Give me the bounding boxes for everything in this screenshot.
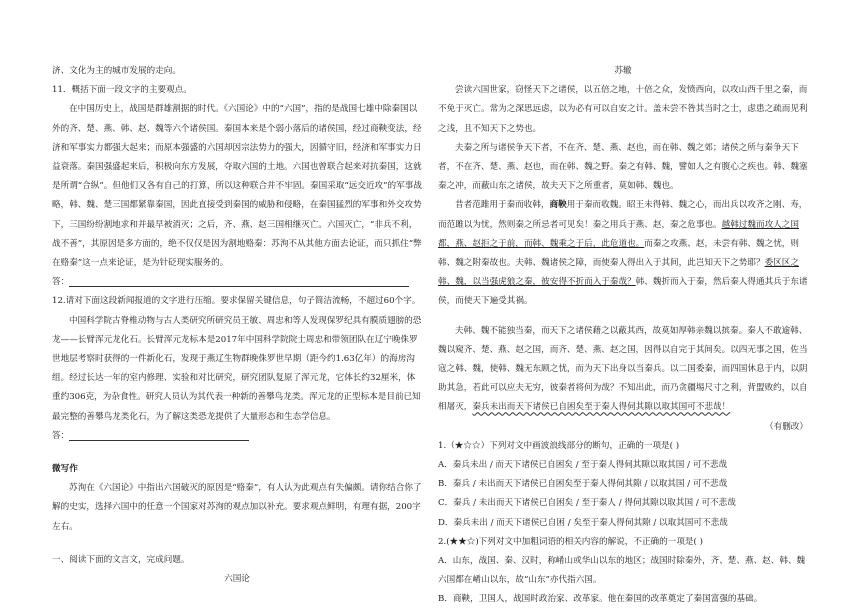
- q12-passage: 中国科学院古脊椎动物与古人类研究所研究员王敏、周忠和等人发现保罗纪具有膜质翅膀的恐龙——长臂浑元龙化石。长臂浑元龙标本是2017年中国科学院院士周忠和带领团队在辽宁晚侏罗世地层考察时获得的一件新化石，发现于燕辽生物群晚侏罗世早期（距今约1.63亿年）的海房沟组。经过长达一年的室内修理、实验和对比研究，研究团队复原了浑元龙，它体长约32厘米，体重约306克，为杂食性。研究人员认为其代表一种新的善攀鸟龙类。浑元龙的正型标本是目前已知最完整的善攀鸟龙类化石，为了解这类恐龙提供了大量形态和生态学信息。: [52, 315, 422, 422]
- q1-option-c[interactable]: C．秦兵 / 未出而天下诸侯已自困矣 / 至于秦人 / 得伺其隙以取其国 / 可不悲哉: [438, 498, 736, 509]
- essay-para-4: 夫韩、魏不能独当秦，而天下之诸侯藉之以蔽其西，故莫如厚韩亲魏以摈秦。秦人不敢逾韩、魏以窥齐、楚、燕、赵之国，而齐、楚、燕、赵之国，因得以自完于其间矣。以四无事之国，佐当寇之韩、魏，使韩、魏无东顾之忧，而为天下出身以当秦兵。以二国委秦，而四国休息于内，以阴助其急，若此可以应夫无穷，彼秦者将何为哉？不知出此，而乃贪疆埸尺寸之利，背盟败约，以自相屠灭，秦兵未出而天下诸侯已自困矣至于秦人得伺其隙以取其国可不悲哉！: [438, 325, 808, 413]
- wavy-underlined-sentence: 秦兵未出而天下诸侯已自困矣至于秦人得伺其隙以取其国可不悲哉！: [472, 402, 731, 413]
- q12-answer[interactable]: 答：: [52, 427, 422, 446]
- continued-line: 济、文化为主的城市发展的走向。: [52, 66, 181, 76]
- answer-line[interactable]: [69, 276, 409, 287]
- source-note: （有删改）: [765, 421, 808, 432]
- essay-para-2: 夫秦之所与诸侯争天下者，不在齐、楚、燕、赵也，而在韩、魏之郊；诸侯之所与秦争天下者，不在齐、楚、燕、赵也，而在韩、魏之野。秦之有韩、魏，譬如人之有腹心之疾也。韩、魏塞秦之冲，而蔽山东之诸侯，故夫天下之所重者，莫如韩、魏也。: [438, 142, 808, 192]
- essay-title: 六国论: [224, 574, 250, 585]
- q2-stem: 2.(★★☆)下列对文中加粗词语的相关内容的解说，不正确的一项是( ): [438, 536, 703, 547]
- q11-passage: 在中国历史上，战国是群雄割据的时代。《六国论》中的“六国”，指的是战国七雄中除秦国以外的齐、楚、燕、韩、赵、魏等六个诸侯国。秦国本来是个弱小落后的诸侯国，经过商鞅变法，经济和军事实力都强大起来；而原本强盛的六国却因宗法势力的强大，因循守旧，经济和军事实力日益衰落。秦国强盛起来后，积极向东方发展，夺取六国的土地。六国也曾联合起来对抗秦国，这就是所谓“合纵”。但他们又各有自己的打算，所以这种联合并不牢固。秦国采取“远交近攻”的军事战略，韩、魏、楚三国都紧靠秦国，因此直接受到秦国的威胁和侵略，在秦国猛烈的军事和外交攻势下，三国纷纷割地求和并最早被消灭；之后，齐、燕、赵三国相继灭亡。六国灭亡，“非兵不利，战不善”，其原因是多方面的，绝不仅仅是因为割地赂秦：苏洵不从其他方面去论证，而只抓住“弊在赂秦”这一点来论证，是为针砭现实服务的。: [52, 104, 422, 269]
- author-name: 苏辙: [614, 66, 632, 76]
- underlined-sentence: 委区区之韩、魏，以当强虎狼之秦，彼安得不折而入于秦哉？: [438, 258, 799, 288]
- right-column: [438, 62, 808, 610]
- underlined-sentence: 越韩过魏而攻人之国都，燕、赵拒之于前，而韩、魏乘之于后，: [438, 219, 799, 249]
- micro-writing-prompt: 苏洵在《六国论》中指出六国破灭的原因是“赂秦”，有人认为此观点有失偏颇。请你结合你了解的史实，选择六国中的任意一个国家对苏洵的观点加以补充。要求观点鲜明，有理有据，200字左右。: [52, 483, 422, 532]
- q12-title: 12.请对下面这段新闻报道的文字进行压缩。要求保留关键信息，句子简洁流畅，不超过60个字。: [52, 296, 421, 307]
- q1-option-d[interactable]: D．秦兵未出 / 而天下诸侯已自困 / 矣至于秦人得伺其隙 / 以取其国可不悲哉: [438, 517, 728, 528]
- q11-answer[interactable]: 答：: [52, 273, 422, 292]
- essay-para-3: 昔者范雎用于秦而收韩，商鞅用于秦而收魏。昭王未得韩、魏之心，而出兵以攻齐之刚、寿，而范雎以为忧，然则秦之所忌者可见矣！秦之用兵于燕、赵，秦之危事也。越韩过魏而攻人之国都，燕、赵拒之于前，而韩、魏乘之于后，此危道也。而秦之攻燕、赵，未尝有韩、魏之忧，则韩、魏之附秦故也。夫韩、魏诸侯之障，而使秦人得出入于其间，此岂知天下之势耶？委区区之韩、魏，以当强虎狼之秦，彼安得不折而入于秦哉？韩、魏折而入于秦，然后秦人得通其兵于东诸侯，而使天下遍受其祸。: [438, 200, 808, 307]
- left-column: [52, 62, 422, 589]
- section-heading: 一、阅读下面的文言文，完成问题。: [52, 554, 190, 565]
- q1-option-b[interactable]: B．秦兵 / 未出而天下诸侯已自困矣至于秦人得伺其隙 / 以取其国 / 可不悲哉: [438, 479, 728, 490]
- underlined-sentence: 此危道也。: [601, 238, 645, 249]
- q2-option-a[interactable]: A．山东，战国、秦、汉时，称崤山或华山以东的地区；战国时除秦外，齐、楚、燕、赵、韩、魏六国都在崤山以东，故“山东”亦代指六国。: [438, 556, 806, 586]
- q11-title: 11．概括下面一段文字的主要观点。: [52, 85, 192, 96]
- q2-option-b[interactable]: B．商鞅，卫国人，战国时政治家、改革家。他在秦国的改革奠定了秦国富强的基础。: [438, 594, 763, 605]
- essay-para-1: 尝读六国世家，窃怪天下之诸侯，以五倍之地，十倍之众，发愤西向，以攻山西千里之秦，而不免于灭亡。常为之深思远虑，以为必有可以自安之计。盖未尝不咎其当时之士，虑患之疏而见利之浅，且不知天下之势也。: [438, 85, 808, 134]
- answer-line[interactable]: [69, 430, 249, 441]
- q1-option-a[interactable]: A．秦兵未出 / 而天下诸侯已自困矣 / 至于秦人得伺其隙以取其国 / 可不悲哉: [438, 460, 728, 471]
- q1-stem: 1.（★☆☆）下列对文中画波浪线部分的断句，正确的一项是( ): [438, 440, 680, 451]
- micro-writing-title: 微写作: [52, 464, 78, 475]
